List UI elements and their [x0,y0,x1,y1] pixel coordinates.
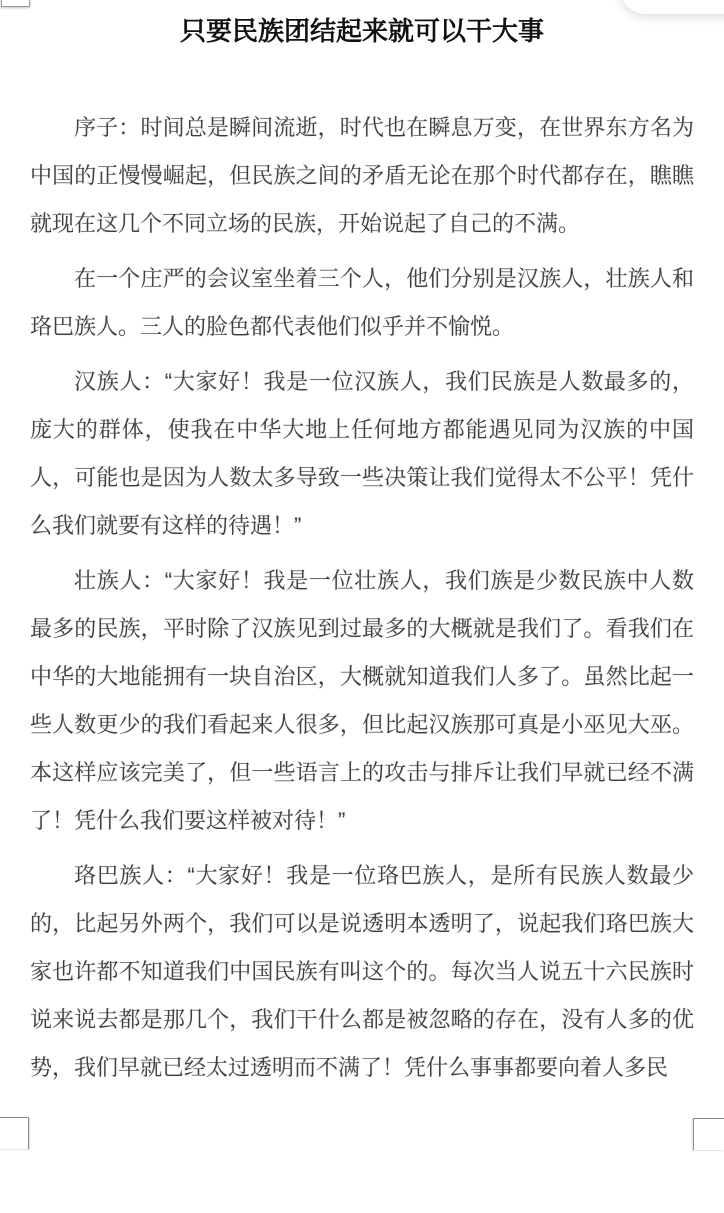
paragraph-lhoba-speaker: 珞巴族人：“大家好！我是一位珞巴族人，是所有民族人数最少的，比起另外两个，我们可以是说透明本透明了，说起我们珞巴族大家也许都不知道我们中国民族有叫这个的。每次当人说五十六民族时说来说去都是那几个，我们干什么都是被忽略的存在，没有人多的优势，我们早就已经太过透明而不满了！凭什么事事都要向着人多民 [30,863,694,1080]
document-title: 只要民族团结起来就可以干大事 [179,16,544,46]
floating-card-corner [620,0,724,14]
paragraph-preface: 序子：时间总是瞬间流逝，时代也在瞬息万变，在世界东方名为中国的正慢慢崛起，但民族之间的矛盾无论在那个时代都存在，瞧瞧就现在这几个不同立场的民族，开始说起了自己的不满。 [30,115,694,236]
paragraph-han-speaker: 汉族人：“大家好！我是一位汉族人，我们民族是人数最多的，庞大的群体，使我在中华大地上任何地方都能遇见同为汉族的中国人，可能也是因为人数太多导致一些决策让我们觉得太不公平！凭什么我们就要有这样的待遇！” [30,369,694,538]
paragraph-meeting-room: 在一个庄严的会议室坐着三个人，他们分别是汉族人，壮族人和珞巴族人。三人的脸色都代表他们似乎并不愉悦。 [30,266,694,339]
document-body [30,104,694,1092]
text-boundary-mark-bottom-left [0,1117,29,1149]
page-corner-box [1,0,30,7]
paragraph-zhuang-speaker: 壮族人：“大家好！我是一位壮族人，我们族是少数民族中人数最多的民族，平时除了汉族见到过最多的大概就是我们了。看我们在中华的大地能拥有一块自治区，大概就知道我们人多了。虽然比起一些人数更少的我们看起来人很多，但比起汉族那可真是小巫见大巫。本这样应该完美了，但一些语言上的攻击与排斥让我们早就已经不满了！凭什么我们要这样被对待！” [30,568,694,833]
text-boundary-mark-bottom-right [693,1118,724,1150]
